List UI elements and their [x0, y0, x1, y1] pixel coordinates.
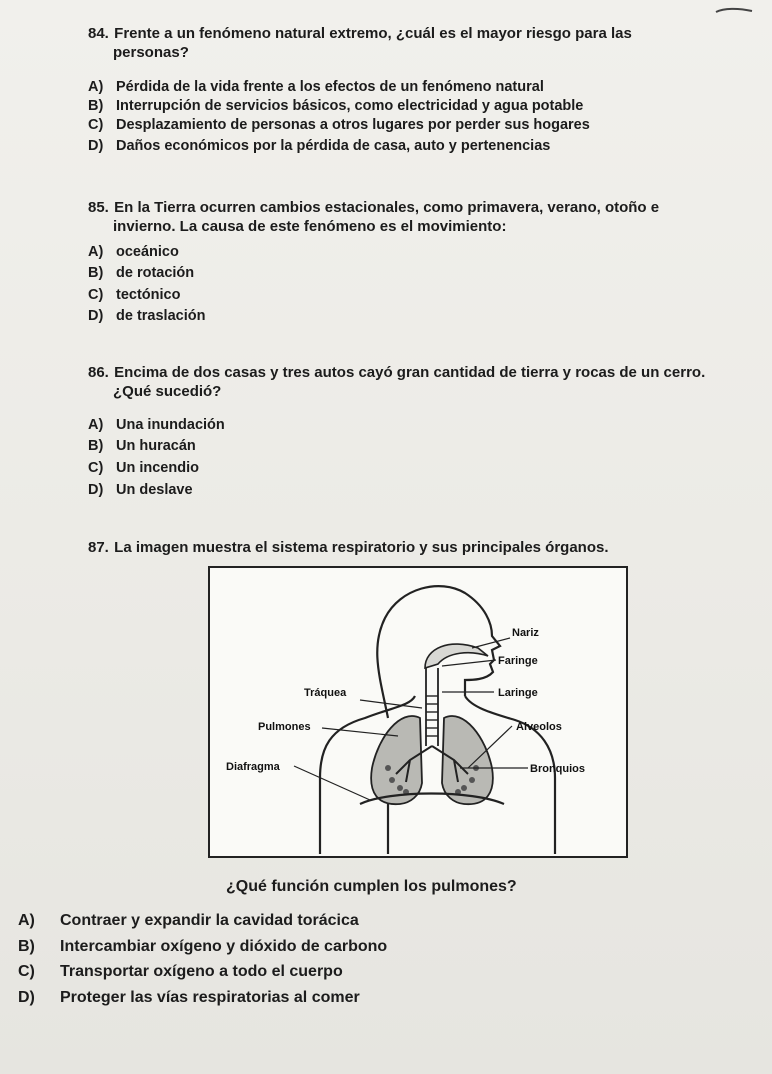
option-a[interactable]: A) Pérdida de la vida frente a los efectos de un fenómeno natural: [88, 79, 544, 95]
question-85: [88, 198, 659, 236]
label-bronquios: Bronquios: [530, 763, 585, 775]
question-number: 87.: [88, 539, 109, 556]
question-text-cont: invierno. La causa de este fenómeno es el movimiento:: [113, 218, 507, 235]
sub-question: ¿Qué función cumplen los pulmones?: [226, 878, 517, 895]
label-pulmones: Pulmones: [258, 721, 311, 733]
question-87: [88, 538, 609, 557]
label-faringe: Faringe: [498, 655, 538, 667]
option-c[interactable]: C) Transportar oxígeno a todo el cuerpo: [18, 963, 343, 980]
question-number: 84.: [88, 25, 109, 42]
question-text: En la Tierra ocurren cambios estacionales, como primavera, verano, otoño e: [114, 199, 660, 216]
label-diafragma: Diafragma: [226, 761, 280, 773]
question-number: 85.: [88, 199, 109, 216]
trachea-rings: [426, 696, 438, 736]
option-b[interactable]: B) Intercambiar oxígeno y dióxido de carbono: [18, 938, 388, 955]
question-text: Frente a un fenómeno natural extremo, ¿cuál es el mayor riesgo para las: [114, 25, 632, 42]
label-traquea: Tráquea: [304, 687, 347, 699]
option-c[interactable]: C) Desplazamiento de personas a otros lugares por perder sus hogares: [88, 117, 590, 133]
label-alveolos: Alveolos: [516, 721, 562, 733]
option-d[interactable]: D) Un deslave: [88, 482, 193, 498]
left-lung: [371, 716, 422, 804]
option-c[interactable]: C) tectónico: [88, 287, 181, 303]
label-nariz: Nariz: [512, 627, 539, 639]
option-b[interactable]: B) Interrupción de servicios básicos, como electricidad y agua potable: [88, 98, 584, 114]
pen-mark-decoration: [714, 6, 754, 16]
option-b[interactable]: B) de rotación: [88, 265, 195, 281]
option-d[interactable]: D) de traslación: [88, 308, 206, 324]
option-a[interactable]: A) Contraer y expandir la cavidad torácica: [18, 912, 359, 929]
option-d[interactable]: D) Proteger las vías respiratorias al comer: [18, 989, 360, 1006]
option-a[interactable]: A) Una inundación: [88, 417, 225, 433]
question-text-cont: personas?: [113, 44, 189, 61]
option-b[interactable]: B) Un huracán: [88, 438, 196, 454]
trachea: [426, 668, 438, 746]
option-c[interactable]: C) Un incendio: [88, 460, 199, 476]
label-laringe: Laringe: [498, 687, 538, 699]
respiratory-system-figure: [208, 566, 628, 858]
question-84: [88, 24, 632, 62]
question-number: 86.: [88, 364, 109, 381]
respiratory-system-diagram: [210, 568, 626, 856]
question-text: Encima de dos casas y tres autos cayó gran cantidad de tierra y rocas de un cerro.: [114, 364, 706, 381]
question-86: [88, 363, 705, 401]
question-text-cont: ¿Qué sucedió?: [113, 383, 222, 400]
option-d[interactable]: D) Daños económicos por la pérdida de casa, auto y pertenencias: [88, 138, 551, 154]
option-a[interactable]: A) oceánico: [88, 244, 179, 260]
right-lung: [442, 716, 493, 804]
question-text: La imagen muestra el sistema respiratorio y sus principales órganos.: [114, 539, 609, 556]
